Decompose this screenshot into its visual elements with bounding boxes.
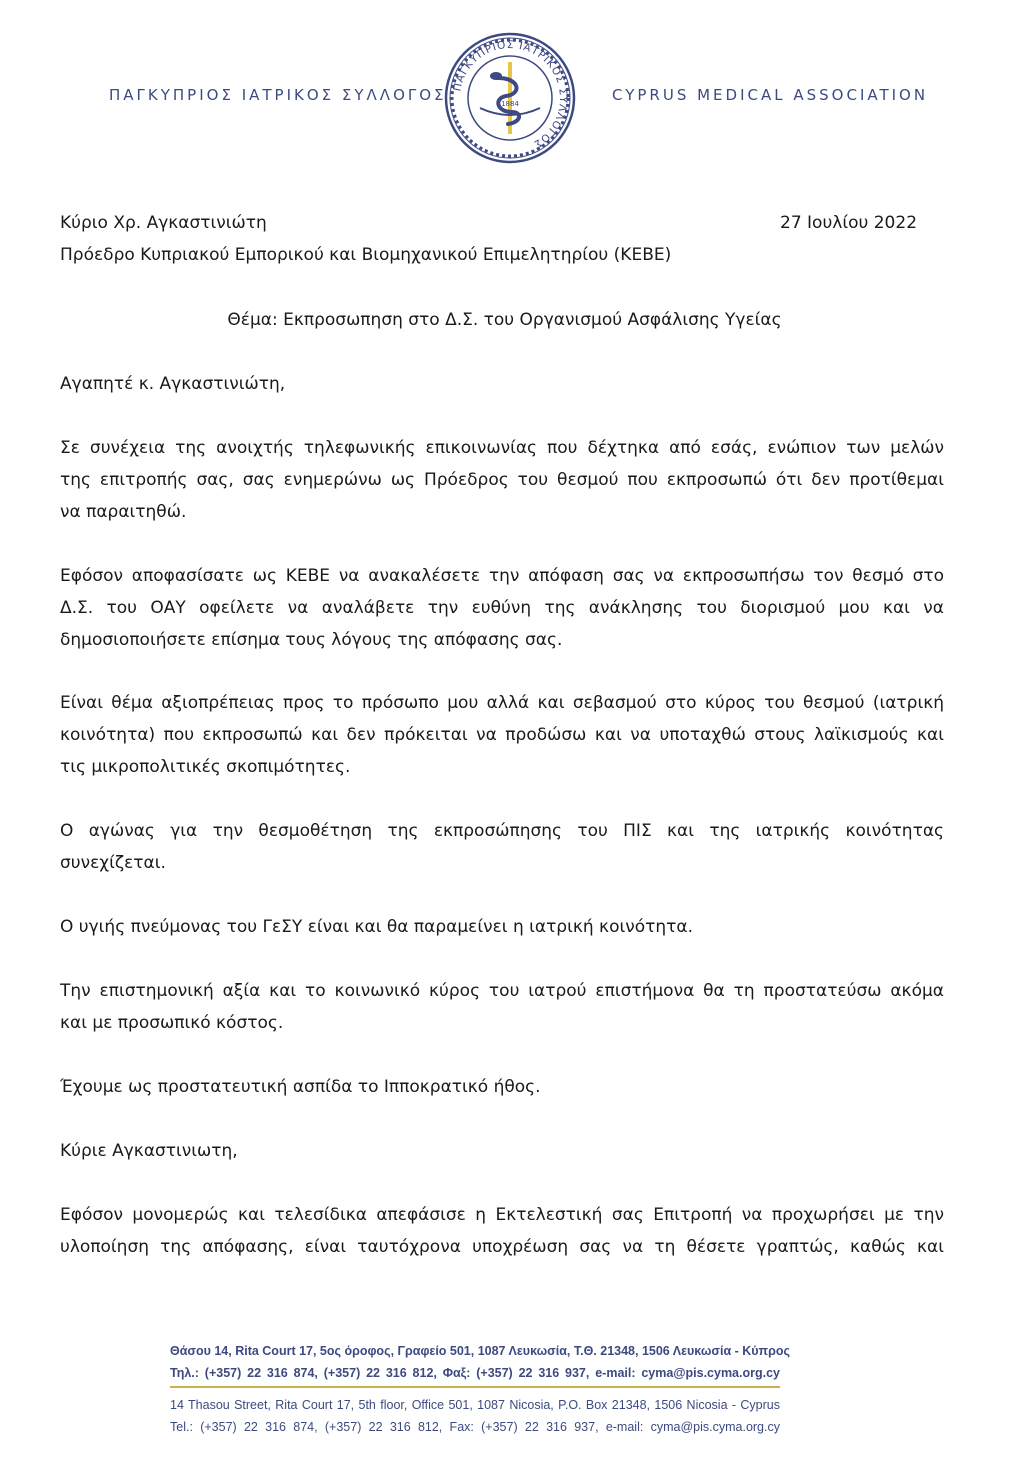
body-line: υλοποίηση της απόφασης, είναι ταυτόχρονα υποχρέωση σας να τη θέσετε γραπτώς, καθώς και	[60, 1237, 944, 1257]
footer-english-address: 14 Thasou Street, Rita Court 17, 5th floor, Office 501, 1087 Nicosia, P.O. Box 21348, 1506 Nicosia - Cyprus	[170, 1398, 780, 1412]
recipient-title: Πρόεδρο Κυπριακού Εμπορικού και Βιομηχανικού Επιμελητηρίου (ΚΕΒΕ)	[60, 245, 672, 265]
recipient-name: Κύριο Χρ. Αγκαστινιώτη	[60, 213, 267, 233]
body-line: τις μικροπολιτικές σκοπιμότητες.	[60, 757, 351, 777]
body-line: Έχουμε ως προστατευτική ασπίδα το Ιπποκρατικό ήθος.	[60, 1077, 541, 1097]
body-line: Ο υγιής πνεύμονας του ΓεΣΥ είναι και θα παραμείνει η ιατρική κοινότητα.	[60, 917, 693, 937]
greek-organization-name: ΠΑΓΚΥΠΡΙΟΣ ΙΑΤΡΙΚΟΣ ΣΥΛΛΟΓΟΣ	[109, 86, 447, 104]
body-line: συνεχίζεται.	[60, 853, 166, 873]
letter-date: 27 Ιουλίου 2022	[780, 213, 918, 233]
body-line: και με προσωπικό κόστος.	[60, 1013, 284, 1033]
footer-greek-address: Θάσου 14, Rita Court 17, 5ος όροφος, Γραφείο 501, 1087 Λευκωσία, Τ.Θ. 21348, 1506 Λευκωσία - Κύπρος	[170, 1344, 790, 1358]
body-line: δημοσιοποιήσετε επίσημα τους λόγους της απόφασης σας.	[60, 630, 563, 650]
seal-ring-text: ΠΑΓΚΥΠΡΙΟΣ ΙΑΤΡΙΚΟΣ ΣΥΛΛΟΓΟΣ	[451, 38, 570, 151]
footer-english-contact: Tel.: (+357) 22 316 874, (+357) 22 316 812, Fax: (+357) 22 316 937, e-mail: cyma@pis.cyma.org.cy	[170, 1420, 780, 1434]
body-line: της επιτροπής σας, σας ενημερώνω ως Πρόεδρος του θεσμού που εκπροσωπώ ότι δεν προτίθεμαι	[60, 470, 944, 490]
english-organization-name: CYPRUS MEDICAL ASSOCIATION	[612, 86, 929, 104]
body-line: να παραιτηθώ.	[60, 502, 187, 522]
body-line: Είναι θέμα αξιοπρέπειας προς το πρόσωπο μου αλλά και σεβασμού στο κύρος του θεσμού (ιατρική	[60, 693, 944, 713]
subject-line: Θέμα: Εκπροσωπηση στο Δ.Σ. του Οργανισμού Ασφάλισης Υγείας	[227, 310, 782, 330]
body-line: Κύριε Αγκαστινιωτη,	[60, 1141, 238, 1161]
body-line: Σε συνέχεια της ανοιχτής τηλεφωνικής επικοινωνίας που δέχτηκα από εσάς, ενώπιον των μελών	[60, 438, 944, 458]
body-line: κοινότητα) που εκπροσωπώ και δεν πρόκειται να προδώσω και να υποταχθώ στους λαϊκισμούς και	[60, 725, 944, 745]
footer-divider	[170, 1386, 780, 1388]
body-line: Δ.Σ. του ΟΑΥ οφείλετε να αναλάβετε την ευθύνη της ανάκλησης του διορισμού μου και να	[60, 598, 944, 618]
body-line: Εφόσον μονομερώς και τελεσίδικα απεφάσισε η Εκτελεστική σας Επιτροπή να προχωρήσει με την	[60, 1205, 944, 1225]
body-line: Την επιστημονική αξία και το κοινωνικό κύρος του ιατρού επιστήμονα θα τη προστατεύσω ακόμα	[60, 981, 944, 1001]
body-line: Ο αγώνας για την θεσμοθέτηση της εκπροσώπησης του ΠΙΣ και της ιατρικής κοινότητας	[60, 821, 944, 841]
association-seal-logo	[444, 32, 576, 164]
seal-year: 1884	[501, 100, 519, 108]
salutation: Αγαπητέ κ. Αγκαστινιώτη,	[60, 374, 286, 394]
footer-greek-contact: Τηλ.: (+357) 22 316 874, (+357) 22 316 812, Φαξ: (+357) 22 316 937, e-mail: cyma@pis.cyma.org.cy	[170, 1366, 780, 1380]
body-line: Εφόσον αποφασίσατε ως ΚΕΒΕ να ανακαλέσετε την απόφαση σας να εκπροσωπήσω τον θεσμό στο	[60, 566, 944, 586]
